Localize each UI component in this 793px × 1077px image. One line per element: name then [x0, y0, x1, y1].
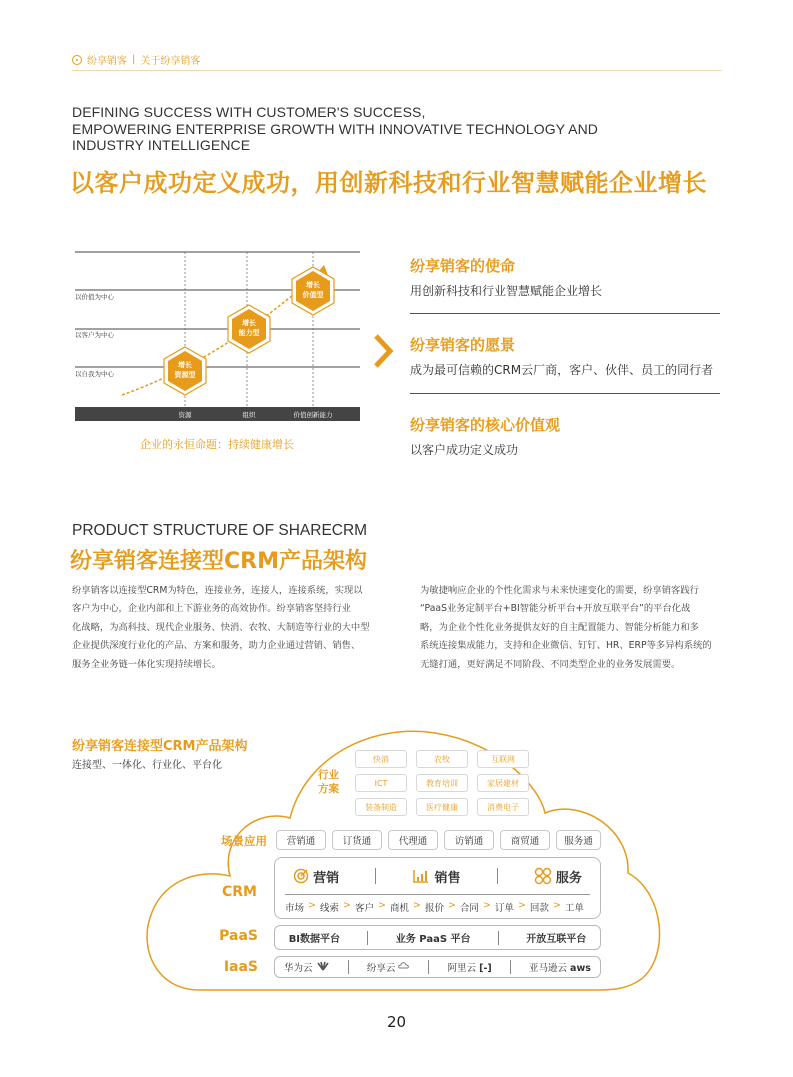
hex-line: 能力型 — [238, 329, 260, 337]
mission-block — [410, 255, 720, 299]
iaas-bar — [274, 956, 601, 978]
bar-divider — [367, 931, 368, 945]
crm-divider — [285, 894, 590, 895]
crm-module-label: 服务 — [555, 870, 582, 886]
circle-dot-icon — [72, 55, 82, 65]
industry-tag: 互联网 — [477, 750, 529, 768]
flow-arrow: > — [517, 900, 526, 911]
vision-heading: 纷享销客的愿景 — [410, 336, 516, 354]
flow-arrow: > — [447, 900, 456, 911]
chart-row-label: 以客户为中心 — [75, 331, 114, 339]
flow-step: 合同 — [459, 903, 479, 914]
aws-logo-icon: aws — [570, 963, 591, 974]
paragraph-line: 略，为企业个性化业务提供友好的自主配置能力、智能分析能力和多 — [420, 621, 699, 633]
paas-label: PaaS — [219, 928, 258, 944]
paragraph-line: “PaaS业务定制平台+BI智能分析平台+开放互联平台”的平台化战 — [420, 603, 691, 615]
flow-step: 报价 — [424, 903, 444, 914]
header-divider — [72, 70, 722, 71]
vision-text: 成为最可信赖的CRM云厂商，客户、伙伴、员工的同行者 — [410, 363, 714, 377]
bar-chart-icon — [412, 868, 430, 884]
aliyun-logo-icon: [-] — [479, 963, 492, 974]
paragraph-line: 无缝打通，更好满足不同阶段、不同类型企业的业务发展需要。 — [420, 658, 681, 670]
hex-resource — [164, 347, 206, 395]
scene-item: 商贸通 — [500, 830, 550, 850]
paragraph-line: 企业提供深度行业化的产品、方案和服务，助力企业通过营销、销售、 — [72, 640, 361, 652]
chart-col-label: 价值创新能力 — [293, 411, 333, 419]
values-heading: 纷享销客的核心价值观 — [410, 416, 561, 434]
chart-row-label: 以自我为中心 — [75, 370, 114, 378]
architecture-subtitle: 连接型、一体化、行业化、平台化 — [72, 760, 222, 771]
crm-modules — [275, 864, 600, 888]
architecture-title: 纷享销客连接型CRM产品架构 — [72, 739, 248, 754]
paas-item: 开放互联平台 — [526, 934, 587, 945]
iaas-item-label: 亚马逊云 — [528, 963, 567, 974]
product-paragraph-right — [420, 582, 724, 674]
mission-text: 用创新科技和行业智慧赋能企业增长 — [410, 284, 603, 298]
scene-item: 访销通 — [444, 830, 494, 850]
cloverleaf-icon — [534, 867, 552, 885]
chart-col-label: 资源 — [178, 411, 192, 419]
iaas-item-label: 华为云 — [284, 963, 313, 974]
industry-tag: 家居建材 — [477, 774, 529, 792]
crm-flow — [285, 900, 584, 914]
flow-arrow: > — [377, 900, 386, 911]
hex-line: 增长 — [242, 319, 256, 327]
industry-tag: 教育培训 — [416, 774, 468, 792]
hex-capability — [228, 305, 270, 353]
hex-line: 价值型 — [302, 291, 324, 299]
industry-tag-grid — [355, 750, 529, 816]
paas-bar — [274, 925, 601, 950]
bar-divider — [498, 931, 499, 945]
iaas-item-label: 纷享云 — [366, 963, 396, 974]
crm-module-label: 营销 — [313, 870, 340, 886]
iaas-item-fxiaoke — [367, 960, 411, 974]
intro-english-line: EMPOWERING ENTERPRISE GROWTH WITH INNOVATIVE TECHNOLOGY AND — [72, 120, 599, 137]
flow-step: 回款 — [529, 903, 549, 914]
iaas-item-aws — [529, 960, 591, 974]
breadcrumb — [72, 52, 200, 67]
scene-label: 场景应用 — [221, 834, 267, 848]
breadcrumb-brand: 纷享销客 — [87, 56, 127, 67]
growth-chart — [72, 245, 362, 425]
crm-module-service — [534, 867, 582, 886]
paas-item: 业务 PaaS 平台 — [395, 934, 471, 945]
flow-step: 商机 — [389, 903, 409, 914]
crm-label: CRM — [222, 884, 257, 900]
iaas-label: IaaS — [223, 959, 258, 975]
chart-caption: 企业的永恒命题：持续健康增长 — [140, 438, 294, 451]
flow-step: 客户 — [354, 903, 374, 914]
industry-tag: 消费电子 — [477, 798, 529, 816]
paragraph-line: 系统连接集成能力，支持和企业微信、钉钉、HR、ERP等多异构系统的 — [420, 640, 712, 652]
crm-module-marketing — [293, 867, 339, 886]
paragraph-line: 服务全业务链一体化实现持续增长。 — [72, 658, 221, 670]
hex-line: 增长 — [178, 361, 192, 369]
values-text: 以客户成功定义成功 — [410, 443, 519, 457]
hex-line: 资源型 — [174, 371, 196, 379]
intro-english-line: DEFINING SUCCESS WITH CUSTOMER'S SUCCESS, — [72, 104, 426, 120]
flow-arrow: > — [343, 900, 351, 911]
product-english-title: PRODUCT STRUCTURE OF SHARECRM — [72, 522, 368, 539]
crm-module-label: 销售 — [434, 870, 461, 886]
target-icon — [293, 868, 309, 884]
scene-item: 订货通 — [332, 830, 382, 850]
mission-divider — [410, 313, 720, 314]
flow-step: 订单 — [494, 903, 514, 914]
paragraph-line: 纷享销客以连接型CRM为特色，连接业务，连接人，连接系统，实现以 — [72, 585, 363, 596]
vision-divider — [410, 393, 720, 394]
intro-english-line: INDUSTRY INTELLIGENCE — [72, 137, 251, 153]
product-chinese-title: 纷享销客连接型CRM产品架构 — [70, 549, 367, 574]
iaas-item-aliyun — [448, 960, 492, 974]
industry-tag: 装备制造 — [355, 798, 407, 816]
flow-arrow: > — [552, 900, 561, 911]
paragraph-line: 为敏捷响应企业的个性化需求与未来快速变化的需要，纷享销客践行 — [420, 585, 699, 596]
industry-label — [318, 768, 339, 796]
scene-item: 服务通 — [556, 830, 601, 850]
paragraph-line: 化战略，为高科技、现代企业服务、快消、农牧、大制造等行业的大中型 — [72, 621, 370, 633]
hex-line: 增长 — [306, 281, 320, 289]
paragraph-line: 客户为中心，企业内部和上下游业务的高效协作。纷享销客坚持行业 — [72, 603, 351, 615]
chevron-right-icon — [372, 333, 394, 369]
paas-item: BI数据平台 — [288, 934, 341, 945]
product-paragraph-left — [72, 582, 378, 674]
huawei-logo-icon — [316, 961, 330, 971]
industry-label-line: 行业 — [318, 769, 339, 781]
iaas-item-huawei — [284, 960, 330, 974]
crm-box — [274, 857, 601, 919]
scene-item: 营销通 — [276, 830, 326, 850]
intro-chinese-title: 以客户成功定义成功，用创新科技和行业智慧赋能企业增长 — [70, 169, 707, 197]
breadcrumb-separator: | — [132, 54, 136, 65]
hex-value — [292, 267, 334, 315]
flow-arrow: > — [412, 900, 421, 911]
flow-step: 工单 — [564, 903, 584, 914]
values-block — [410, 414, 720, 458]
vision-block — [410, 334, 720, 378]
mission-heading: 纷享销客的使命 — [410, 257, 516, 275]
bar-divider — [348, 960, 349, 974]
bar-divider — [510, 960, 511, 974]
industry-tag: ICT — [355, 774, 407, 792]
flow-arrow: > — [482, 900, 491, 911]
industry-tag: 农牧 — [416, 750, 468, 768]
fxiaoke-cloud-icon — [398, 961, 410, 971]
module-divider — [375, 868, 376, 884]
chart-col-label: 组织 — [242, 411, 256, 419]
breadcrumb-section: 关于纷享销客 — [140, 56, 201, 67]
flow-step: 线索 — [319, 903, 339, 914]
intro-english-title — [72, 104, 672, 154]
industry-tag: 医疗健康 — [416, 798, 468, 816]
flow-arrow: > — [308, 900, 316, 911]
crm-module-sales — [412, 867, 460, 886]
iaas-item-label: 阿里云 — [447, 963, 477, 974]
bar-divider — [428, 960, 429, 974]
chart-row-label: 以价值为中心 — [75, 293, 114, 301]
page-number: 20 — [386, 1013, 407, 1031]
industry-tag: 快消 — [355, 750, 407, 768]
flow-step: 市场 — [285, 903, 305, 914]
scene-item: 代理通 — [388, 830, 438, 850]
industry-label-line: 方案 — [318, 783, 339, 795]
module-divider — [497, 868, 498, 884]
